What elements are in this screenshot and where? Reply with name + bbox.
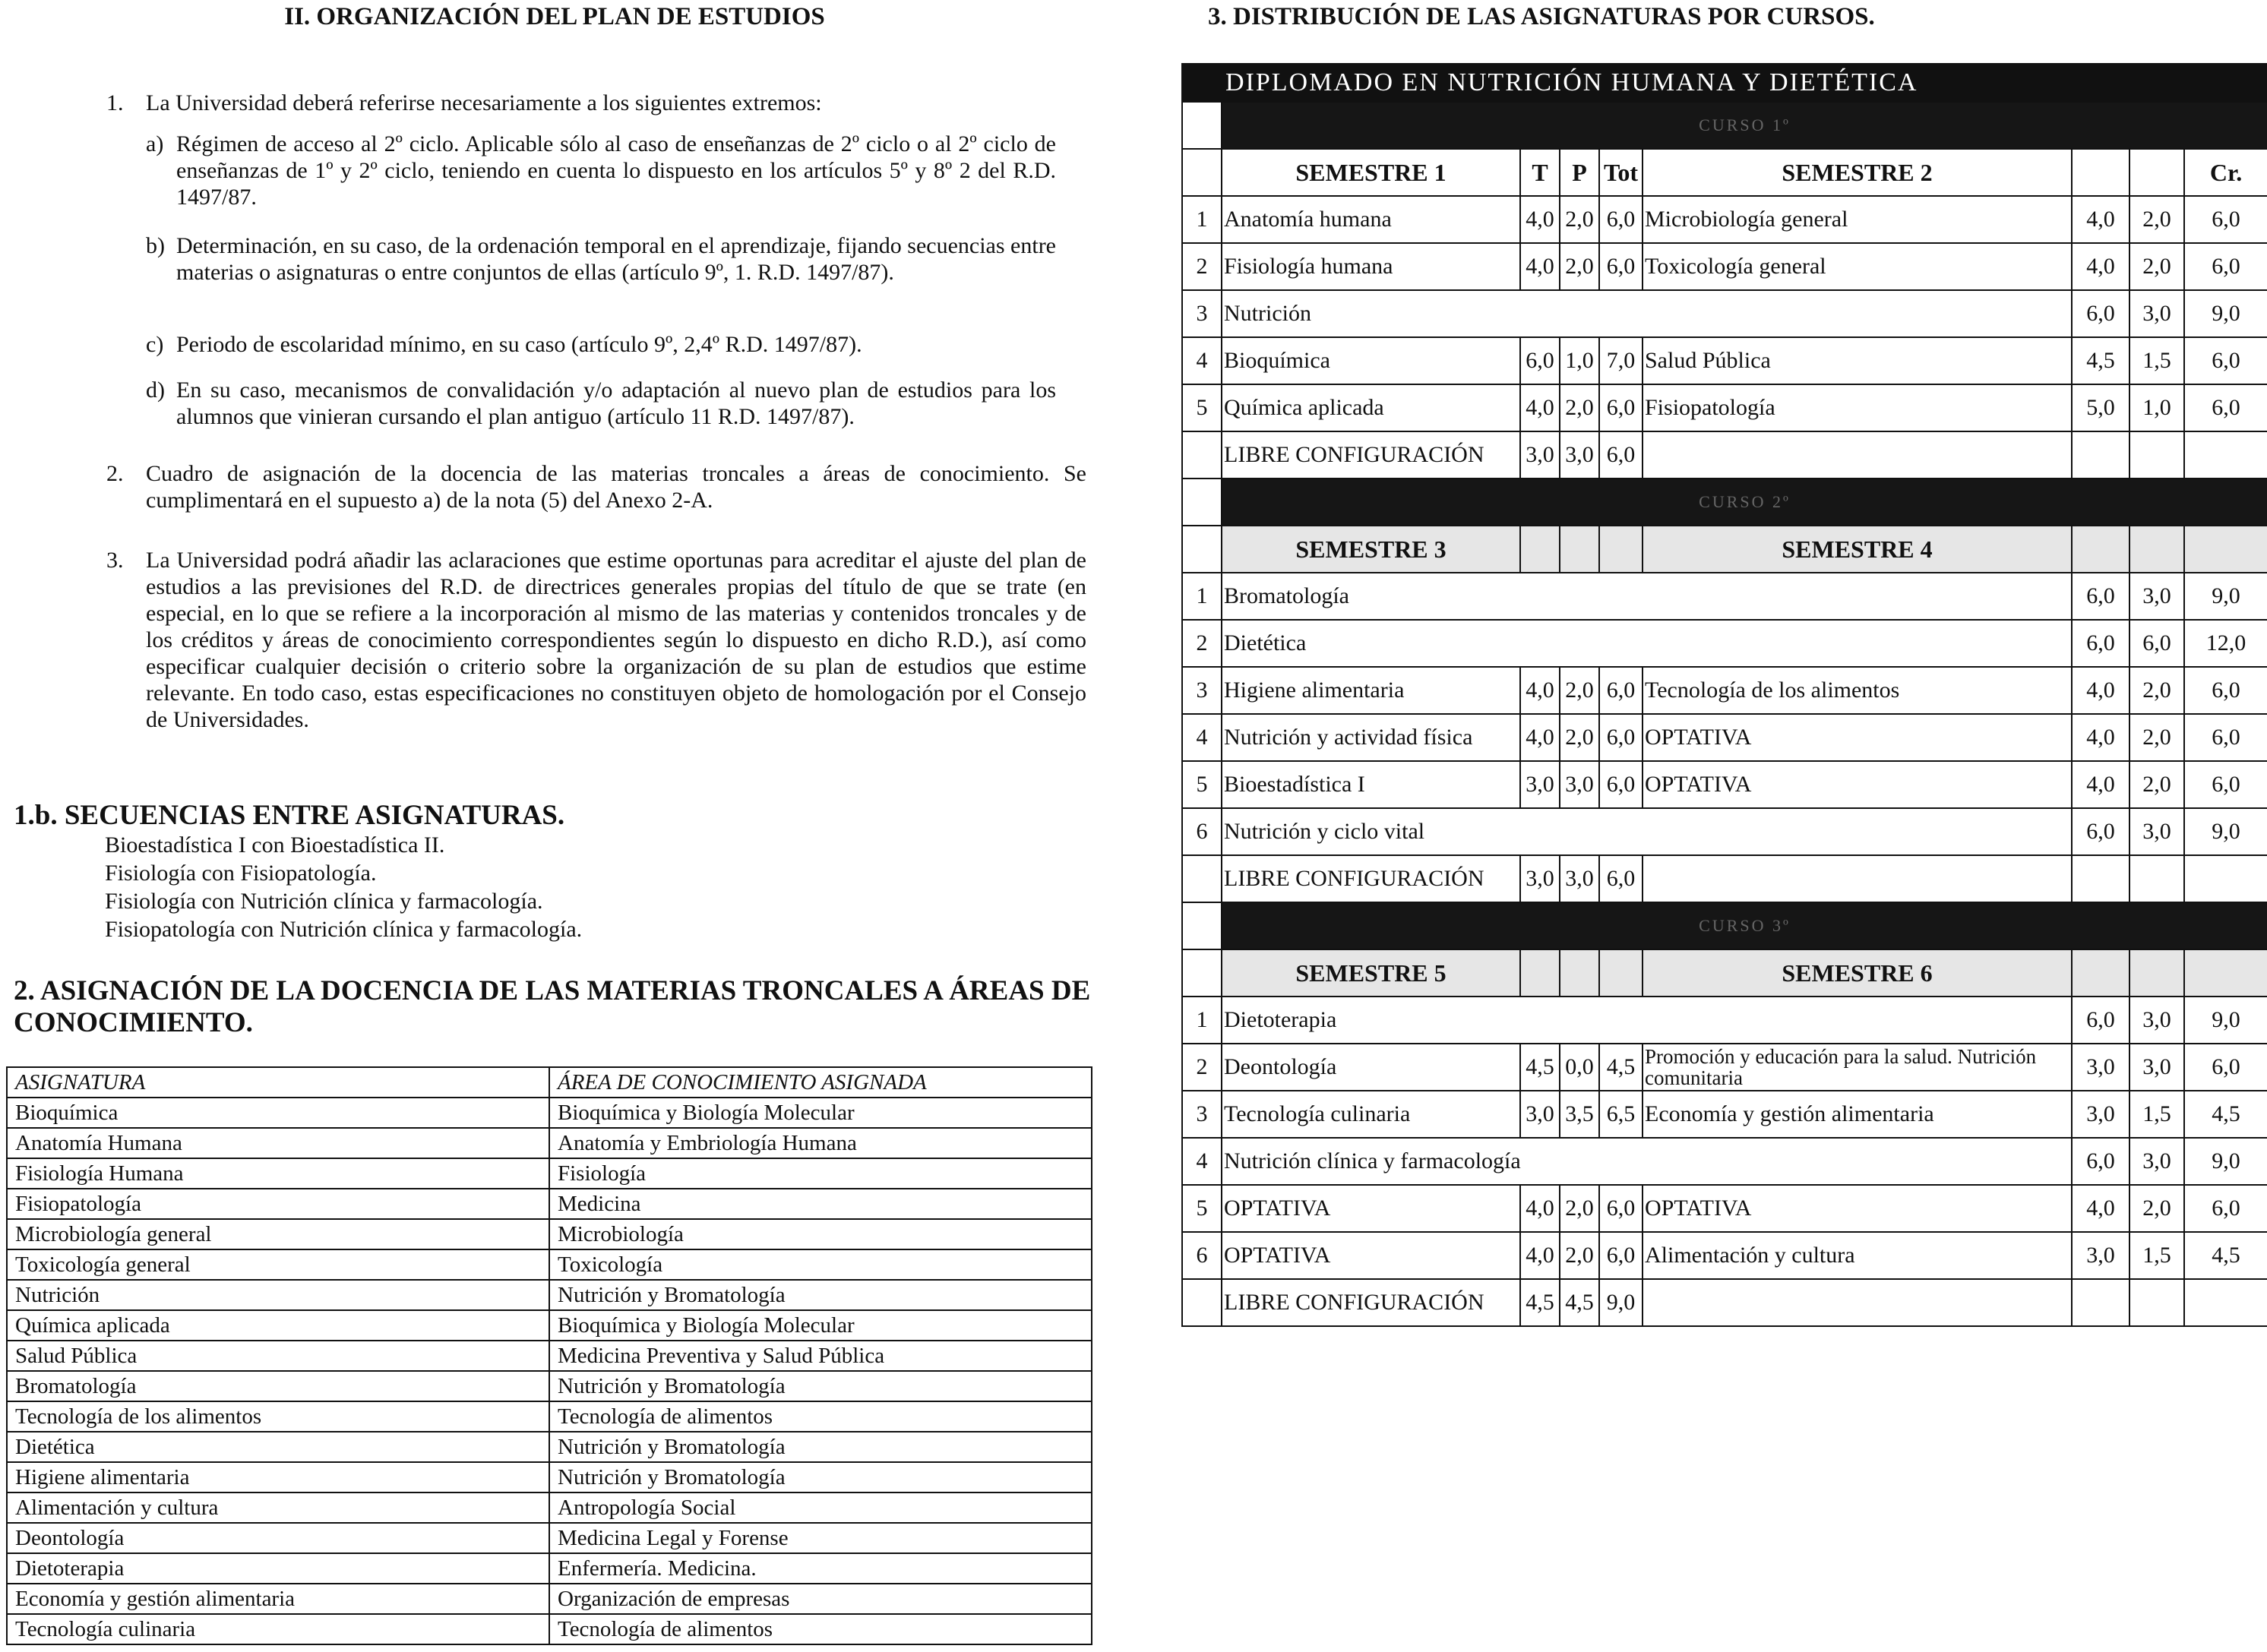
course-bar-row [1182,479,2267,526]
course-credits: 6,0 [2184,761,2267,808]
col-head-t: T [1520,149,1560,196]
semester-label: SEMESTRE 4 [1643,526,2072,573]
course-label: CURSO 1º [1222,102,2267,149]
asignacion-title: 2. ASIGNACIÓN DE LA DOCENCIA DE LAS MATERIAS TRONCALES A ÁREAS DE CONOCIMIENTO. [14,975,1091,1038]
subject-a: LIBRE CONFIGURACIÓN [1222,855,1520,902]
theory-credits-b: 6,0 [2072,1138,2129,1185]
subject-b: OPTATIVA [1643,761,2072,808]
col-head-blank [2129,149,2184,196]
semester-label: SEMESTRE 6 [1643,949,2072,997]
course-credits: 6,0 [2184,196,2267,243]
theory-credits-b: 4,0 [2072,714,2129,761]
total-credits: 6,0 [1599,855,1643,902]
theory-credits-b: 3,0 [2072,1232,2129,1279]
subject-a: Nutrición y actividad física [1222,714,1520,761]
table-row [7,1158,1092,1189]
theory-credits: 4,0 [1520,714,1560,761]
area-cell: Anatomía y Embriología Humana [549,1128,1092,1158]
blank-cell [2184,1279,2267,1326]
course-credits: 6,0 [2184,714,2267,761]
table-row [1182,1138,2267,1185]
table-row [1182,667,2267,714]
blank-cell [2129,1279,2184,1326]
col-head-tot [1599,949,1643,997]
course-credits: 9,0 [2184,290,2267,337]
asignatura-cell: Dietoterapia [7,1553,549,1584]
theory-credits: 4,5 [1520,1044,1560,1091]
area-cell: Enfermería. Medicina. [549,1553,1092,1584]
course-credits: 12,0 [2184,620,2267,667]
table-row [1182,855,2267,902]
item-num: a) [146,131,164,156]
table-header-row [7,1067,1092,1098]
area-cell: Nutrición y Bromatología [549,1280,1092,1310]
practice-credits-b: 1,5 [2129,337,2184,384]
asignatura-cell: Salud Pública [7,1341,549,1371]
sequence-item: Bioestadística I con Bioestadística II. [105,832,445,858]
table-row [7,1371,1092,1401]
subject-a: Deontología [1222,1044,1520,1091]
theory-credits-b: 6,0 [2072,997,2129,1044]
area-cell: Nutrición y Bromatología [549,1371,1092,1401]
asignatura-cell: Bromatología [7,1371,549,1401]
theory-credits: 4,0 [1520,243,1560,290]
table-row [7,1523,1092,1553]
table-row [7,1614,1092,1644]
subject-a: LIBRE CONFIGURACIÓN [1222,431,1520,479]
asignatura-cell: Fisiopatología [7,1189,549,1219]
row-number: 6 [1182,1232,1222,1279]
blank-cell [2072,855,2129,902]
course-credits: 6,0 [2184,667,2267,714]
table-row [1182,714,2267,761]
area-cell: Medicina [549,1189,1092,1219]
course-credits: 4,5 [2184,1091,2267,1138]
item-text: La Universidad podrá añadir las aclaraciones que estime oportunas para acreditar el ajuste del plan de estudios a las previsiones del R.D. de directrices generales propias del título de que se trate (en especial, en lo que se refiere a la incorporación al mismo de las materias y contenidos troncales y de los créditos y áreas de conocimiento correspondientes según lo dispuesto en dicho R.D.), así como especificar cualquier decisión o criterio sobre la organización de su plan de estudios que estime relevante. En todo caso, estas especificaciones no constituyen objeto de homologación por el Consejo de Universidades. [146,548,1086,732]
semester-row [1182,949,2267,997]
table-row [1182,1232,2267,1279]
row-number: 2 [1182,620,1222,667]
col-head-tot: Tot [1599,149,1643,196]
total-credits: 6,0 [1599,1232,1643,1279]
practice-credits-b: 1,0 [2129,384,2184,431]
subject-a: Química aplicada [1222,384,1520,431]
asignatura-cell: Fisiología Humana [7,1158,549,1189]
area-cell: Bioquímica y Biología Molecular [549,1310,1092,1341]
subject-a: Fisiología humana [1222,243,1520,290]
area-cell: Medicina Legal y Forense [549,1523,1092,1553]
table-row [1182,1279,2267,1326]
table-row [1182,620,2267,667]
subject-a: Anatomía humana [1222,196,1520,243]
table-row [7,1462,1092,1492]
course-label: CURSO 2º [1222,479,2267,526]
col-head-blank [2072,949,2129,997]
subject-a: Tecnología culinaria [1222,1091,1520,1138]
theory-credits: 4,0 [1520,384,1560,431]
blank-cell [1643,1279,2072,1326]
subject-b: Promoción y educación para la salud. Nutrición comunitaria [1643,1044,2072,1091]
course-credits: 9,0 [2184,573,2267,620]
col-head-cr [2184,949,2267,997]
col-head-blank [2129,949,2184,997]
practice-credits: 3,5 [1560,1091,1599,1138]
asignatura-cell: Microbiología general [7,1219,549,1249]
area-cell: Bioquímica y Biología Molecular [549,1098,1092,1128]
table-row [1182,290,2267,337]
theory-credits: 4,0 [1520,1185,1560,1232]
course-credits: 6,0 [2184,337,2267,384]
table-row [1182,196,2267,243]
practice-credits: 3,0 [1560,761,1599,808]
secuencias-title: 1.b. SECUENCIAS ENTRE ASIGNATURAS. [14,800,565,831]
blank-cell [2184,855,2267,902]
area-cell: Microbiología [549,1219,1092,1249]
blank-cell [2072,1279,2129,1326]
degree-title: DIPLOMADO EN NUTRICIÓN HUMANA Y DIETÉTICA [1182,64,2267,102]
theory-credits-b: 4,0 [2072,196,2129,243]
asignatura-cell: Química aplicada [7,1310,549,1341]
theory-credits-b: 6,0 [2072,573,2129,620]
course-label: CURSO 3º [1222,902,2267,949]
row-number: 5 [1182,1185,1222,1232]
total-credits: 6,0 [1599,714,1643,761]
blank-cell [1182,479,1222,526]
area-cell: Organización de empresas [549,1584,1092,1614]
asignatura-cell: Deontología [7,1523,549,1553]
table-row [7,1341,1092,1371]
semester-label: SEMESTRE 2 [1643,149,2072,196]
theory-credits: 3,0 [1520,431,1560,479]
table-row [7,1401,1092,1432]
subject-b: Tecnología de los alimentos [1643,667,2072,714]
subject-a: Dietoterapia [1222,997,2072,1044]
item-text: Cuadro de asignación de la docencia de las materias troncales a áreas de conocimiento. Se cumplimentará en el supuesto a) de la nota (5) del Anexo 2-A. [146,461,1086,513]
practice-credits-b: 2,0 [2129,196,2184,243]
table-row [1182,431,2267,479]
total-credits: 6,0 [1599,243,1643,290]
total-credits: 6,5 [1599,1091,1643,1138]
asignatura-cell: Alimentación y cultura [7,1492,549,1523]
subject-b: Economía y gestión alimentaria [1643,1091,2072,1138]
blank-cell [1643,855,2072,902]
total-credits: 9,0 [1599,1279,1643,1326]
practice-credits-b: 3,0 [2129,290,2184,337]
total-credits: 4,5 [1599,1044,1643,1091]
row-number: 5 [1182,761,1222,808]
col-head-cr [2184,526,2267,573]
theory-credits: 4,0 [1520,1232,1560,1279]
subject-b: Salud Pública [1643,337,2072,384]
semester-row [1182,149,2267,196]
asignatura-cell: Toxicología general [7,1249,549,1280]
practice-credits-b: 2,0 [2129,714,2184,761]
course-bar-row [1182,902,2267,949]
row-number: 4 [1182,714,1222,761]
row-number [1182,431,1222,479]
practice-credits-b: 2,0 [2129,761,2184,808]
row-number: 3 [1182,290,1222,337]
row-number: 3 [1182,667,1222,714]
total-credits: 6,0 [1599,196,1643,243]
total-credits: 6,0 [1599,384,1643,431]
theory-credits-b: 4,5 [2072,337,2129,384]
table-row [1182,761,2267,808]
col-head-p: P [1560,149,1599,196]
area-cell: Nutrición y Bromatología [549,1462,1092,1492]
table-row [7,1189,1092,1219]
blank-cell [1182,149,1222,196]
table-row [1182,1185,2267,1232]
table-row [1182,337,2267,384]
practice-credits: 2,0 [1560,196,1599,243]
table-row [7,1553,1092,1584]
course-bar-row [1182,102,2267,149]
table-row [1182,573,2267,620]
theory-credits-b: 3,0 [2072,1044,2129,1091]
practice-credits-b: 2,0 [2129,1185,2184,1232]
blank-cell [2072,431,2129,479]
item-num: 1. [106,90,124,115]
practice-credits-b: 3,0 [2129,573,2184,620]
theory-credits: 4,5 [1520,1279,1560,1326]
theory-credits-b: 4,0 [2072,667,2129,714]
total-credits: 6,0 [1599,1185,1643,1232]
practice-credits: 2,0 [1560,1185,1599,1232]
theory-credits: 3,0 [1520,855,1560,902]
course-credits: 4,5 [2184,1232,2267,1279]
area-cell: Tecnología de alimentos [549,1614,1092,1644]
row-number: 4 [1182,337,1222,384]
asignatura-cell: Economía y gestión alimentaria [7,1584,549,1614]
subject-a: Bioquímica [1222,337,1520,384]
item-text: Periodo de escolaridad mínimo, en su caso (artículo 9º, 2,4º R.D. 1497/87). [176,332,862,357]
organizacion-title: II. ORGANIZACIÓN DEL PLAN DE ESTUDIOS [284,3,825,30]
practice-credits-b: 2,0 [2129,667,2184,714]
course-credits: 9,0 [2184,1138,2267,1185]
theory-credits-b: 6,0 [2072,290,2129,337]
theory-credits: 3,0 [1520,1091,1560,1138]
practice-credits: 3,0 [1560,431,1599,479]
subject-a: Bromatología [1222,573,2072,620]
table-row [7,1098,1092,1128]
subject-a: Bioestadística I [1222,761,1520,808]
table-row [7,1584,1092,1614]
asignatura-cell: Nutrición [7,1280,549,1310]
table-row [1182,243,2267,290]
practice-credits: 2,0 [1560,384,1599,431]
table-row [1182,384,2267,431]
distribution-table [1181,63,2267,1327]
total-credits: 7,0 [1599,337,1643,384]
subject-a: Nutrición clínica y farmacología [1222,1138,2072,1185]
col-head-blank [2072,149,2129,196]
col-head-t [1520,949,1560,997]
theory-credits-b: 4,0 [2072,1185,2129,1232]
sequence-item: Fisiopatología con Nutrición clínica y farmacología. [105,917,583,942]
blank-cell [1182,526,1222,573]
subject-b: OPTATIVA [1643,714,2072,761]
theory-credits-b: 3,0 [2072,1091,2129,1138]
area-cell: Medicina Preventiva y Salud Pública [549,1341,1092,1371]
theory-credits-b: 6,0 [2072,620,2129,667]
semester-row [1182,526,2267,573]
table-row [7,1492,1092,1523]
row-number: 6 [1182,808,1222,855]
col-asignatura: ASIGNATURA [7,1067,549,1098]
practice-credits: 1,0 [1560,337,1599,384]
area-cell: Tecnología de alimentos [549,1401,1092,1432]
theory-credits: 4,0 [1520,667,1560,714]
table-row [1182,1044,2267,1091]
area-cell: Nutrición y Bromatología [549,1432,1092,1462]
subject-b: Microbiología general [1643,196,2072,243]
subject-a: OPTATIVA [1222,1185,1520,1232]
col-head-p [1560,526,1599,573]
table-row [7,1310,1092,1341]
col-head-blank [2072,526,2129,573]
practice-credits: 2,0 [1560,667,1599,714]
subject-a: OPTATIVA [1222,1232,1520,1279]
practice-credits-b: 2,0 [2129,243,2184,290]
asignatura-cell: Higiene alimentaria [7,1462,549,1492]
asignatura-cell: Tecnología culinaria [7,1614,549,1644]
blank-cell [2129,431,2184,479]
semester-label: SEMESTRE 1 [1222,149,1520,196]
theory-credits: 3,0 [1520,761,1560,808]
asignatura-cell: Tecnología de los alimentos [7,1401,549,1432]
col-head-t [1520,526,1560,573]
total-credits: 6,0 [1599,667,1643,714]
theory-credits-b: 4,0 [2072,761,2129,808]
blank-cell [1182,902,1222,949]
table-row [1182,997,2267,1044]
course-credits: 9,0 [2184,808,2267,855]
row-number: 4 [1182,1138,1222,1185]
row-number: 2 [1182,1044,1222,1091]
theory-credits-b: 4,0 [2072,243,2129,290]
blank-cell [1182,102,1222,149]
practice-credits: 2,0 [1560,714,1599,761]
area-cell: Fisiología [549,1158,1092,1189]
semester-label: SEMESTRE 3 [1222,526,1520,573]
practice-credits-b: 3,0 [2129,997,2184,1044]
asignatura-cell: Dietética [7,1432,549,1462]
col-area: ÁREA DE CONOCIMIENTO ASIGNADA [549,1067,1092,1098]
item-num: 2. [106,461,124,486]
practice-credits: 4,5 [1560,1279,1599,1326]
practice-credits-b: 3,0 [2129,1138,2184,1185]
total-credits: 6,0 [1599,761,1643,808]
table-title-row [1182,64,2267,102]
table-row [7,1432,1092,1462]
practice-credits: 2,0 [1560,243,1599,290]
table-row [7,1249,1092,1280]
item-text: Determinación, en su caso, de la ordenación temporal en el aprendizaje, fijando secuencias entre materias o asignaturas o entre conjuntos de ellas (artículo 9º, 1. R.D. 1497/87). [176,233,1056,285]
practice-credits: 0,0 [1560,1044,1599,1091]
asignatura-cell: Anatomía Humana [7,1128,549,1158]
row-number: 1 [1182,573,1222,620]
practice-credits: 2,0 [1560,1232,1599,1279]
col-head-cr: Cr. [2184,149,2267,196]
table-row [1182,808,2267,855]
table-row [1182,1091,2267,1138]
row-number [1182,855,1222,902]
item-text: En su caso, mecanismos de convalidación y/o adaptación al nuevo plan de estudios para los alumnos que vinieran cursando el plan antiguo (artículo 11 R.D. 1497/87). [176,377,1056,429]
table-row [7,1128,1092,1158]
row-number: 2 [1182,243,1222,290]
total-credits: 6,0 [1599,431,1643,479]
subject-a: Nutrición [1222,290,2072,337]
area-cell: Antropología Social [549,1492,1092,1523]
area-cell: Toxicología [549,1249,1092,1280]
col-head-blank [2129,526,2184,573]
row-number: 3 [1182,1091,1222,1138]
table-row [7,1219,1092,1249]
item-text: La Universidad deberá referirse necesariamente a los siguientes extremos: [146,90,822,115]
item-num: d) [146,377,165,403]
course-credits: 6,0 [2184,1185,2267,1232]
course-credits: 6,0 [2184,243,2267,290]
sequence-item: Fisiología con Fisiopatología. [105,861,377,886]
col-head-p [1560,949,1599,997]
areas-table [6,1066,1092,1645]
blank-cell [2129,855,2184,902]
subject-a: Higiene alimentaria [1222,667,1520,714]
subject-b: OPTATIVA [1643,1185,2072,1232]
subject-a: Dietética [1222,620,2072,667]
table-row [7,1280,1092,1310]
practice-credits: 3,0 [1560,855,1599,902]
item-num: b) [146,233,165,258]
practice-credits-b: 1,5 [2129,1091,2184,1138]
distribucion-title: 3. DISTRIBUCIÓN DE LAS ASIGNATURAS POR CURSOS. [1208,3,1875,30]
row-number: 5 [1182,384,1222,431]
practice-credits-b: 6,0 [2129,620,2184,667]
theory-credits: 6,0 [1520,337,1560,384]
course-credits: 6,0 [2184,1044,2267,1091]
blank-cell [1182,949,1222,997]
asignatura-cell: Bioquímica [7,1098,549,1128]
subject-b: Toxicología general [1643,243,2072,290]
blank-cell [2184,431,2267,479]
col-head-tot [1599,526,1643,573]
item-text: Régimen de acceso al 2º ciclo. Aplicable sólo al caso de enseñanzas de 2º ciclo o al 2º ciclo de enseñanzas de 1º y 2º ciclo, teniendo en cuenta lo dispuesto en los artículos 5º y 8º 2 del R.D. 1497/87. [176,131,1056,210]
practice-credits-b: 1,5 [2129,1232,2184,1279]
subject-a: Nutrición y ciclo vital [1222,808,2072,855]
course-credits: 6,0 [2184,384,2267,431]
row-number [1182,1279,1222,1326]
theory-credits-b: 5,0 [2072,384,2129,431]
practice-credits-b: 3,0 [2129,1044,2184,1091]
theory-credits: 4,0 [1520,196,1560,243]
sequence-item: Fisiología con Nutrición clínica y farmacología. [105,889,543,914]
subject-a: LIBRE CONFIGURACIÓN [1222,1279,1520,1326]
blank-cell [1643,431,2072,479]
semester-label: SEMESTRE 5 [1222,949,1520,997]
item-num: 3. [106,548,124,573]
practice-credits-b: 3,0 [2129,808,2184,855]
item-num: c) [146,332,164,357]
subject-b: Fisiopatología [1643,384,2072,431]
course-credits: 9,0 [2184,997,2267,1044]
theory-credits-b: 6,0 [2072,808,2129,855]
subject-b: Alimentación y cultura [1643,1232,2072,1279]
row-number: 1 [1182,997,1222,1044]
row-number: 1 [1182,196,1222,243]
